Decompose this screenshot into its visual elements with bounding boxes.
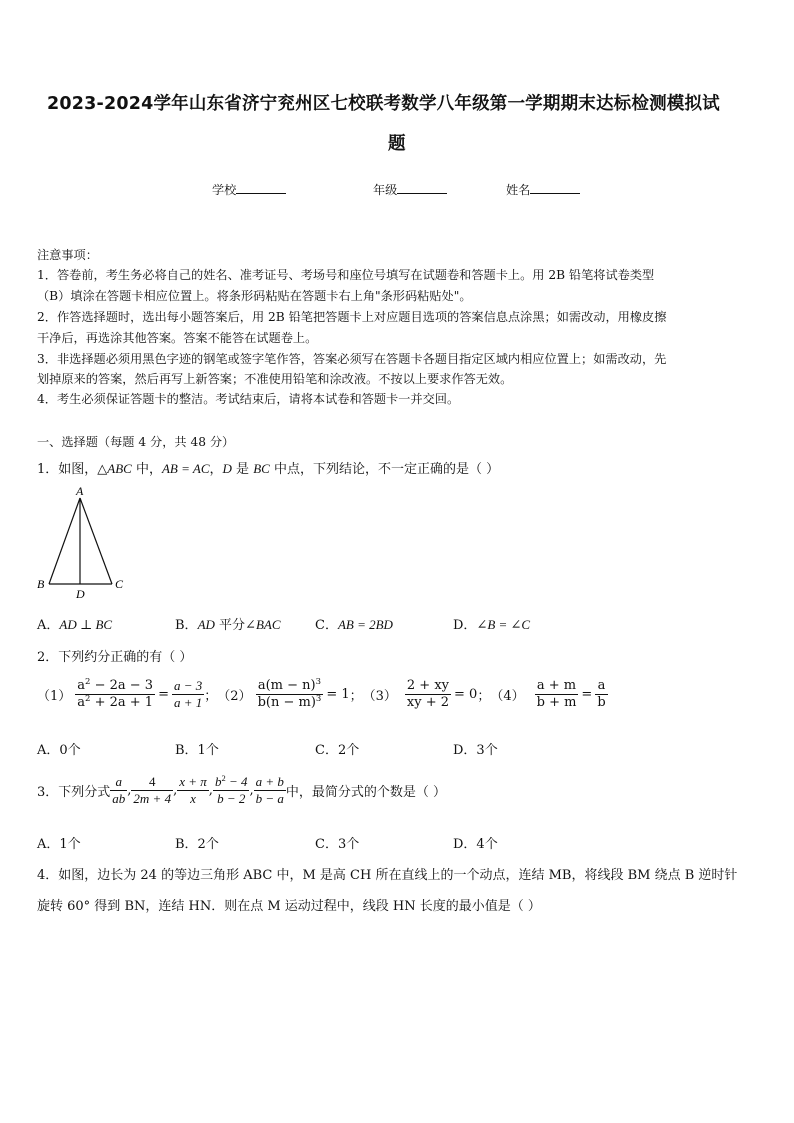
vertex-label-a: A xyxy=(76,484,84,498)
frac-text: a xyxy=(110,774,127,791)
q2-option-c: C．2个 xyxy=(315,743,360,758)
q1-option-d xyxy=(453,614,530,633)
q3-fraction-3 xyxy=(177,774,209,808)
q2-option-b: B．1个 xyxy=(175,743,219,758)
q2-part-label: （4） xyxy=(490,689,525,705)
q1-rest: 中点，下列结论，不一定正确的是（ ） xyxy=(269,462,500,477)
equation-rhs: = 1 xyxy=(326,687,350,703)
notice-line: 4．考生必须保证答题卡的整洁。考试结束后，请将本试卷和答题卡一并交回。 xyxy=(37,392,460,406)
option-text: 平分 xyxy=(214,618,246,633)
school-blank xyxy=(236,181,286,194)
option-math: ∠BAC xyxy=(245,617,281,632)
q1-triangle-symbol: △ xyxy=(97,462,108,477)
vertex-label-b: B xyxy=(37,577,45,591)
option-math: AD ⊥ BC xyxy=(59,617,113,632)
frac-text: a + b xyxy=(254,774,286,791)
school-label: 学校 xyxy=(212,183,237,197)
question-1-stem xyxy=(37,458,499,477)
notice-line: 3．非选择题必须用黑色字迹的钢笔或签字笔作答，答案必须写在答题卡各题目指定区域内相应位置上；如需改动，先 xyxy=(37,352,667,366)
question-3-stem xyxy=(37,774,446,808)
exponent: 2 xyxy=(221,773,226,783)
frac-text: a − 3 xyxy=(172,678,204,695)
exponent: 2 xyxy=(85,694,91,705)
semicolon: ； xyxy=(204,689,218,705)
vertex-label-c: C xyxy=(115,577,124,591)
grade-blank xyxy=(397,181,447,194)
q2-option-d: D．3个 xyxy=(453,743,498,758)
section-heading: 一、选择题（每题 4 分，共 48 分） xyxy=(37,435,235,449)
school-field xyxy=(212,181,286,198)
q1-d: D xyxy=(222,461,232,476)
name-label: 姓名 xyxy=(506,183,531,197)
q3-option-a: A．1个 xyxy=(37,837,81,852)
option-label: C． xyxy=(315,618,338,633)
frac-text: + 2a + 1 xyxy=(90,695,154,711)
equation-rhs: = 0 xyxy=(454,687,478,703)
q2-fraction-3 xyxy=(405,678,451,712)
triangle-figure xyxy=(30,484,140,604)
q3-option-c: C．3个 xyxy=(315,837,360,852)
notice-line: 划掉原来的答案，然后再写上新答案；不准使用铅笔和涂改液。不按以上要求作答无效。 xyxy=(37,372,513,386)
frac-text: − 4 xyxy=(225,774,248,789)
comma: , xyxy=(208,783,213,799)
frac-text: b xyxy=(597,695,606,711)
frac-text: a + 1 xyxy=(173,695,203,711)
q2-part-label: （3） xyxy=(362,689,397,705)
q1-option-b xyxy=(175,614,281,633)
question-2-stem: 2．下列约分正确的有（ ） xyxy=(37,650,193,665)
frac-text: 4 xyxy=(131,774,173,791)
q2-fraction-4 xyxy=(535,678,579,712)
q1-equation: AB = AC xyxy=(161,461,210,476)
q1-text: 是 xyxy=(231,462,254,477)
frac-text: b xyxy=(214,774,222,789)
grade-field xyxy=(373,181,447,198)
q1-option-c xyxy=(315,614,393,633)
frac-text: − 2a − 3 xyxy=(90,678,154,693)
option-math: AD xyxy=(197,617,215,632)
comma: , xyxy=(127,783,132,799)
question-4-line1: 4．如图，边长为 24 的等边三角形 ABC 中，M 是高 CH 所在直线上的一个动点，连结 MB，将线段 BM 绕点 B 逆时针 xyxy=(37,868,738,883)
exponent: 3 xyxy=(315,694,322,705)
q1-bc: BC xyxy=(253,461,270,476)
frac-text: a xyxy=(77,695,86,711)
semicolon: ； xyxy=(349,689,363,705)
q3-fraction-1 xyxy=(110,774,127,808)
vertex-label-d: D xyxy=(76,587,85,601)
equals: = xyxy=(158,687,169,703)
frac-text: x + π xyxy=(177,774,209,791)
notice-line: 干净后，再选涂其他答案。答案不能答在试题卷上。 xyxy=(37,331,318,345)
frac-text: xy + 2 xyxy=(406,695,450,711)
option-math: AB = 2BD xyxy=(337,617,393,632)
comma: , xyxy=(249,783,254,799)
frac-text: a + m xyxy=(535,678,579,695)
q2-option-a: A．0个 xyxy=(37,743,81,758)
grade-label: 年级 xyxy=(373,183,398,197)
frac-text: a xyxy=(77,678,86,693)
q2-fraction-1 xyxy=(75,678,155,712)
notice-line: 1．答卷前，考生务必将自己的姓名、准考证号、考场号和座位号填写在试题卷和答题卡上。用 2B 铅笔将试卷类型 xyxy=(37,268,655,282)
q1-sep: ， xyxy=(209,462,223,477)
frac-text: 2 + xy xyxy=(405,678,451,695)
name-blank xyxy=(530,181,580,194)
frac-text: ab xyxy=(112,791,126,807)
q1-abc: ABC xyxy=(107,461,132,476)
q2-part-label: （2） xyxy=(217,689,252,705)
exponent: 2 xyxy=(85,677,91,687)
option-math: ∠B = ∠C xyxy=(476,617,531,632)
frac-text: a xyxy=(595,678,607,695)
semicolon: ； xyxy=(477,689,491,705)
q3-fraction-5 xyxy=(254,774,286,808)
option-label: D． xyxy=(453,618,477,633)
frac-text: x xyxy=(190,791,196,807)
name-field xyxy=(506,181,580,198)
page-title-line2: 题 xyxy=(388,134,406,154)
page-title-line1: 2023-2024学年山东省济宁兖州区七校联考数学八年级第一学期期末达标检测模拟试 xyxy=(47,94,720,114)
notice-line: （B）填涂在答题卡相应位置上。将条形码粘贴在答题卡右上角"条形码粘贴处"。 xyxy=(37,289,472,303)
equals: = xyxy=(581,687,593,703)
exponent: 3 xyxy=(315,677,322,687)
q1-text: 中， xyxy=(131,462,162,477)
q2-part-label: （1） xyxy=(37,689,72,705)
question-4-line2: 旋转 60° 得到 BN，连结 HN．则在点 M 运动过程中，线段 HN 长度的最小值是（ ） xyxy=(37,899,541,914)
notice-line: 2．作答选择题时，选出每小题答案后，用 2B 铅笔把答题卡上对应题目选项的答案信息点涂黑；如需改动，用橡皮擦 xyxy=(37,310,667,324)
q2-fraction-1-result xyxy=(172,678,204,712)
frac-text: 2m + 4 xyxy=(133,791,172,807)
option-label: A． xyxy=(37,618,60,633)
frac-text: b(n − m) xyxy=(257,695,316,711)
q3-text: 3．下列分式 xyxy=(37,785,111,801)
notice-heading: 注意事项： xyxy=(37,248,98,262)
q3-rest: 中，最简分式的个数是（ ） xyxy=(285,785,447,801)
option-label: B． xyxy=(175,618,198,633)
comma: , xyxy=(173,783,178,799)
q3-option-b: B．2个 xyxy=(175,837,219,852)
q1-option-a xyxy=(37,614,112,633)
frac-text: b − a xyxy=(255,791,284,807)
q2-fraction-2 xyxy=(256,678,324,712)
q3-fraction-4 xyxy=(213,774,250,808)
q1-num: 1．如图， xyxy=(37,462,98,477)
q2-expressions xyxy=(37,678,608,712)
frac-text: a(m − n) xyxy=(257,678,316,693)
frac-text: b − 2 xyxy=(217,791,246,807)
q2-fraction-4-result xyxy=(595,678,607,712)
q3-fraction-2 xyxy=(131,774,173,808)
q3-option-d: D．4个 xyxy=(453,837,498,852)
frac-text: b + m xyxy=(536,695,577,711)
